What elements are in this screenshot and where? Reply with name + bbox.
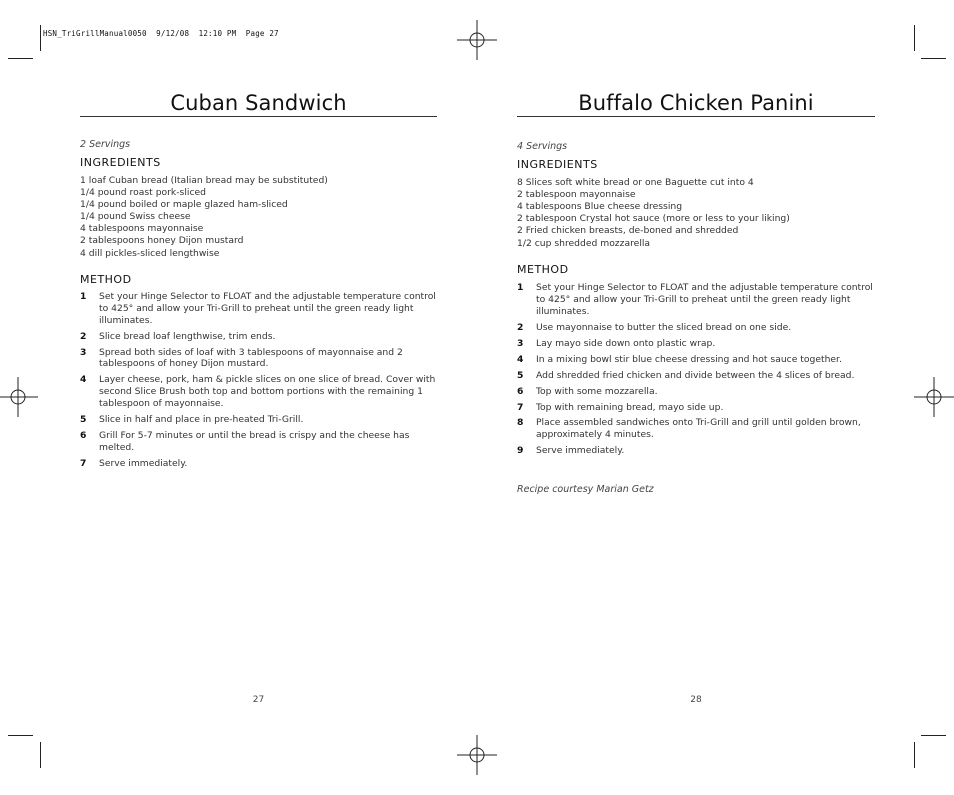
ingredient-item: 2 tablespoon mayonnaise	[517, 188, 636, 200]
method-steps	[517, 282, 875, 461]
crop-mark	[8, 58, 33, 59]
method-step	[517, 338, 875, 350]
method-step	[517, 402, 875, 414]
step-number: 2	[80, 330, 87, 342]
page-number: 27	[252, 695, 265, 705]
step-number: 1	[517, 282, 524, 293]
step-number: 7	[80, 457, 87, 469]
step-text: Set your Hinge Selector to FLOAT and the adjustable temperature control to 425° and allow your Tri-Grill to preheat until the green ready light illuminates.	[536, 282, 873, 317]
recipe-title: Buffalo Chicken Panini	[578, 91, 814, 115]
method-step	[80, 291, 437, 326]
step-text: Grill For 5-7 minutes or until the bread is crispy and the cheese has melted.	[99, 429, 410, 453]
recipe-title: Cuban Sandwich	[170, 91, 347, 115]
ingredient-item: 1 loaf Cuban bread (Italian bread may be substituted)	[80, 175, 328, 186]
crop-mark	[40, 25, 41, 51]
step-number: 5	[80, 413, 87, 425]
step-number: 3	[80, 346, 87, 358]
step-text: Add shredded fried chicken and divide between the 4 slices of bread.	[536, 369, 855, 381]
method-step	[517, 354, 875, 366]
step-number: 6	[80, 429, 87, 441]
method-step	[517, 386, 875, 398]
crop-mark	[914, 25, 915, 51]
method-step	[517, 445, 875, 457]
method-step	[517, 417, 875, 441]
step-text: Slice bread loaf lengthwise, trim ends.	[99, 330, 276, 342]
step-text: Serve immediately.	[536, 445, 625, 457]
registration-mark-right-icon	[914, 377, 954, 417]
step-number: 8	[517, 417, 524, 429]
step-text: Slice in half and place in pre-heated Tri-Grill.	[99, 413, 304, 425]
method-step	[517, 322, 875, 334]
ingredients-list	[80, 175, 328, 260]
crop-mark	[40, 742, 41, 768]
ingredients-heading: INGREDIENTS	[517, 158, 598, 171]
ingredient-item: 8 Slices soft white bread or one Baguette cut into 4	[517, 177, 754, 188]
method-step	[80, 374, 437, 409]
ingredient-item: 1/2 cup shredded mozzarella	[517, 237, 651, 249]
step-text: Place assembled sandwiches onto Tri-Grill and grill until golden brown, approximately 4 minutes.	[536, 417, 861, 441]
page-number: 28	[690, 695, 702, 705]
crop-mark	[921, 58, 946, 59]
ingredient-item: 2 Fried chicken breasts, de-boned and shredded	[517, 224, 739, 236]
step-number: 7	[517, 401, 524, 413]
step-text: Serve immediately.	[99, 457, 188, 469]
method-step	[80, 458, 437, 470]
servings-label: 4 Servings	[517, 141, 568, 152]
registration-mark-bottom-icon	[457, 735, 497, 775]
method-heading: METHOD	[80, 273, 132, 286]
title-rule	[80, 116, 437, 117]
recipe-credit: Recipe courtesy Marian Getz	[517, 484, 654, 495]
step-text: Lay mayo side down onto plastic wrap.	[536, 337, 716, 349]
ingredient-item: 2 tablespoons honey Dijon mustard	[80, 234, 244, 246]
step-number: 9	[517, 445, 524, 457]
title-rule	[517, 116, 875, 117]
step-text: Top with some mozzarella.	[536, 385, 658, 397]
ingredients-heading: INGREDIENTS	[80, 156, 161, 169]
ingredient-item: 2 tablespoon Crystal hot sauce (more or less to your liking)	[517, 212, 790, 224]
crop-mark	[8, 735, 33, 736]
step-number: 4	[517, 353, 524, 365]
crop-mark	[921, 735, 946, 736]
step-number: 2	[517, 321, 524, 333]
ingredient-item: 1/4 pound Swiss cheese	[80, 210, 191, 222]
method-step	[517, 370, 875, 382]
ingredient-item: 1/4 pound roast pork-sliced	[80, 186, 206, 198]
method-step	[80, 331, 437, 343]
step-text: In a mixing bowl stir blue cheese dressing and hot sauce together.	[536, 353, 842, 365]
method-step	[80, 430, 437, 454]
print-slug-line: HSN_TriGrillManual0050 9/12/08 12:10 PM Page 27	[43, 29, 279, 38]
step-number: 4	[80, 374, 87, 386]
step-number: 1	[80, 291, 87, 302]
ingredient-item: 4 tablespoons Blue cheese dressing	[517, 200, 683, 212]
registration-mark-left-icon	[0, 377, 38, 417]
method-step	[80, 347, 437, 371]
method-steps	[80, 291, 437, 474]
ingredient-item: 4 dill pickles-sliced lengthwise	[80, 248, 220, 260]
method-step	[517, 282, 875, 317]
servings-label: 2 Servings	[80, 139, 131, 150]
step-text: Top with remaining bread, mayo side up.	[536, 401, 724, 413]
step-number: 3	[517, 337, 524, 349]
method-heading: METHOD	[517, 263, 569, 276]
step-number: 6	[517, 385, 524, 397]
ingredients-list	[517, 177, 790, 249]
step-text: Spread both sides of loaf with 3 tablespoons of mayonnaise and 2 tablespoons of honey Dijon mustard.	[99, 346, 403, 370]
step-text: Use mayonnaise to butter the sliced bread on one side.	[536, 321, 792, 333]
ingredient-item: 1/4 pound boiled or maple glazed ham-sliced	[80, 198, 288, 210]
registration-mark-top-icon	[457, 20, 497, 60]
crop-mark	[914, 742, 915, 768]
ingredient-item: 4 tablespoons mayonnaise	[80, 222, 204, 234]
step-text: Set your Hinge Selector to FLOAT and the adjustable temperature control to 425° and allow your Tri-Grill to preheat until the green ready light illuminates.	[99, 291, 436, 326]
step-text: Layer cheese, pork, ham & pickle slices on one slice of bread. Cover with second Slice Brush both top and bottom portions with the remaining 1 tablespoon of mayonnaise.	[99, 374, 436, 409]
method-step	[80, 414, 437, 426]
step-number: 5	[517, 369, 524, 381]
